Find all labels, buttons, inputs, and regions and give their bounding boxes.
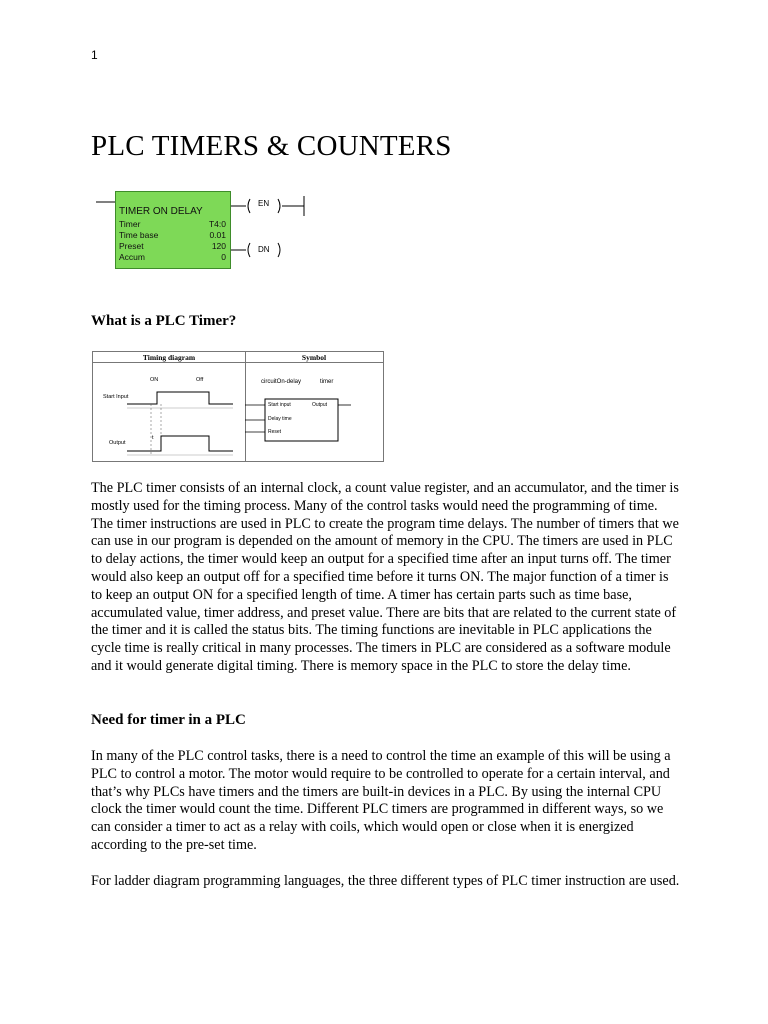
table-header-timing: Timing diagram bbox=[93, 352, 245, 363]
timer-block bbox=[115, 191, 231, 269]
on-label: ON bbox=[150, 377, 159, 383]
table-header-symbol: Symbol bbox=[245, 352, 383, 363]
delay-t-label: t bbox=[152, 435, 154, 441]
section-heading-need-for-timer: Need for timer in a PLC bbox=[91, 712, 246, 728]
coil-en-label: EN bbox=[258, 199, 270, 208]
page-number: 1 bbox=[91, 48, 98, 62]
timer-row-label: Time base bbox=[119, 230, 159, 240]
timing-diagram-table bbox=[92, 351, 384, 462]
page-title: PLC TIMERS & COUNTERS bbox=[91, 130, 452, 162]
symbol-timer-label: timer bbox=[320, 379, 334, 385]
coil-dn-label: DN bbox=[258, 245, 270, 254]
output-label: Output bbox=[109, 440, 126, 446]
timer-row bbox=[119, 241, 226, 252]
timing-waveforms bbox=[93, 352, 385, 463]
symbol-delay-time: Delay time bbox=[268, 416, 292, 422]
timer-block-header: TIMER ON DELAY bbox=[119, 206, 203, 217]
timer-row-value: 0 bbox=[221, 252, 226, 262]
timer-row-label: Accum bbox=[119, 252, 145, 262]
timer-row bbox=[119, 252, 226, 263]
timer-row bbox=[119, 219, 226, 230]
paragraph-timer-types: For ladder diagram programming languages, the three different types of PLC timer instruction are used. bbox=[91, 873, 680, 889]
timer-row-label: Timer bbox=[119, 219, 141, 229]
paragraph-timer-description: The PLC timer consists of an internal clock, a count value register, and an accumulator, and the timer is mostly used for the timing process. Many of the control tasks would need the programming of time. The timer instructions are used in PLC to create the program time delays. The number of timers that we can use in our program is depended on the amount of memory in the CPU. The timers are used in PLC to delay actions, the timer would keep an output for a specified time after an input turns off. The timer would also keep an output off for a specified time before it turns ON. The major function of a timer is to keep an output ON for a specified length of time. A timer has certain parts such as time base, accumulated value, timer address, and preset value. There are bits that are related to the current state of the timer and it is called the status bits. The timing functions are inevitable in PLC applications the cycle time is really critical in many processes. The timers in PLC are considered as a software module and it would generate digital timing. There is memory space in the PLC to store the delay time. bbox=[91, 480, 679, 674]
timer-row-value: 0.01 bbox=[209, 230, 226, 240]
symbol-output: Output bbox=[312, 402, 328, 408]
timer-row-value: 120 bbox=[211, 241, 226, 251]
timer-row-label: Preset bbox=[119, 241, 144, 251]
paragraph-need-for-timer: In many of the PLC control tasks, there is a need to control the time an example of this will be using a PLC to control a motor. The motor would require to be controlled to operate for a certain interval, and that’s why PLCs have timers and the timers are built-in devices in a PLC. By using the internal CPU clock the timer would count the time. Different PLC timers are programmed in different ways, so we can consider a timer to act as a relay with coils, which would open or close when it is energized according to the pre-set time. bbox=[91, 748, 671, 853]
timer-on-delay-figure bbox=[96, 188, 316, 288]
symbol-title: circuitOn-delay bbox=[261, 379, 302, 385]
symbol-start-input: Start input bbox=[268, 402, 291, 408]
timer-row bbox=[119, 230, 226, 241]
start-input-label: Start Input bbox=[103, 394, 129, 400]
off-label: Off bbox=[196, 377, 204, 383]
section-heading-what-is-timer: What is a PLC Timer? bbox=[91, 313, 237, 329]
symbol-reset: Reset bbox=[268, 429, 282, 435]
timer-row-value: T4:0 bbox=[208, 219, 226, 229]
